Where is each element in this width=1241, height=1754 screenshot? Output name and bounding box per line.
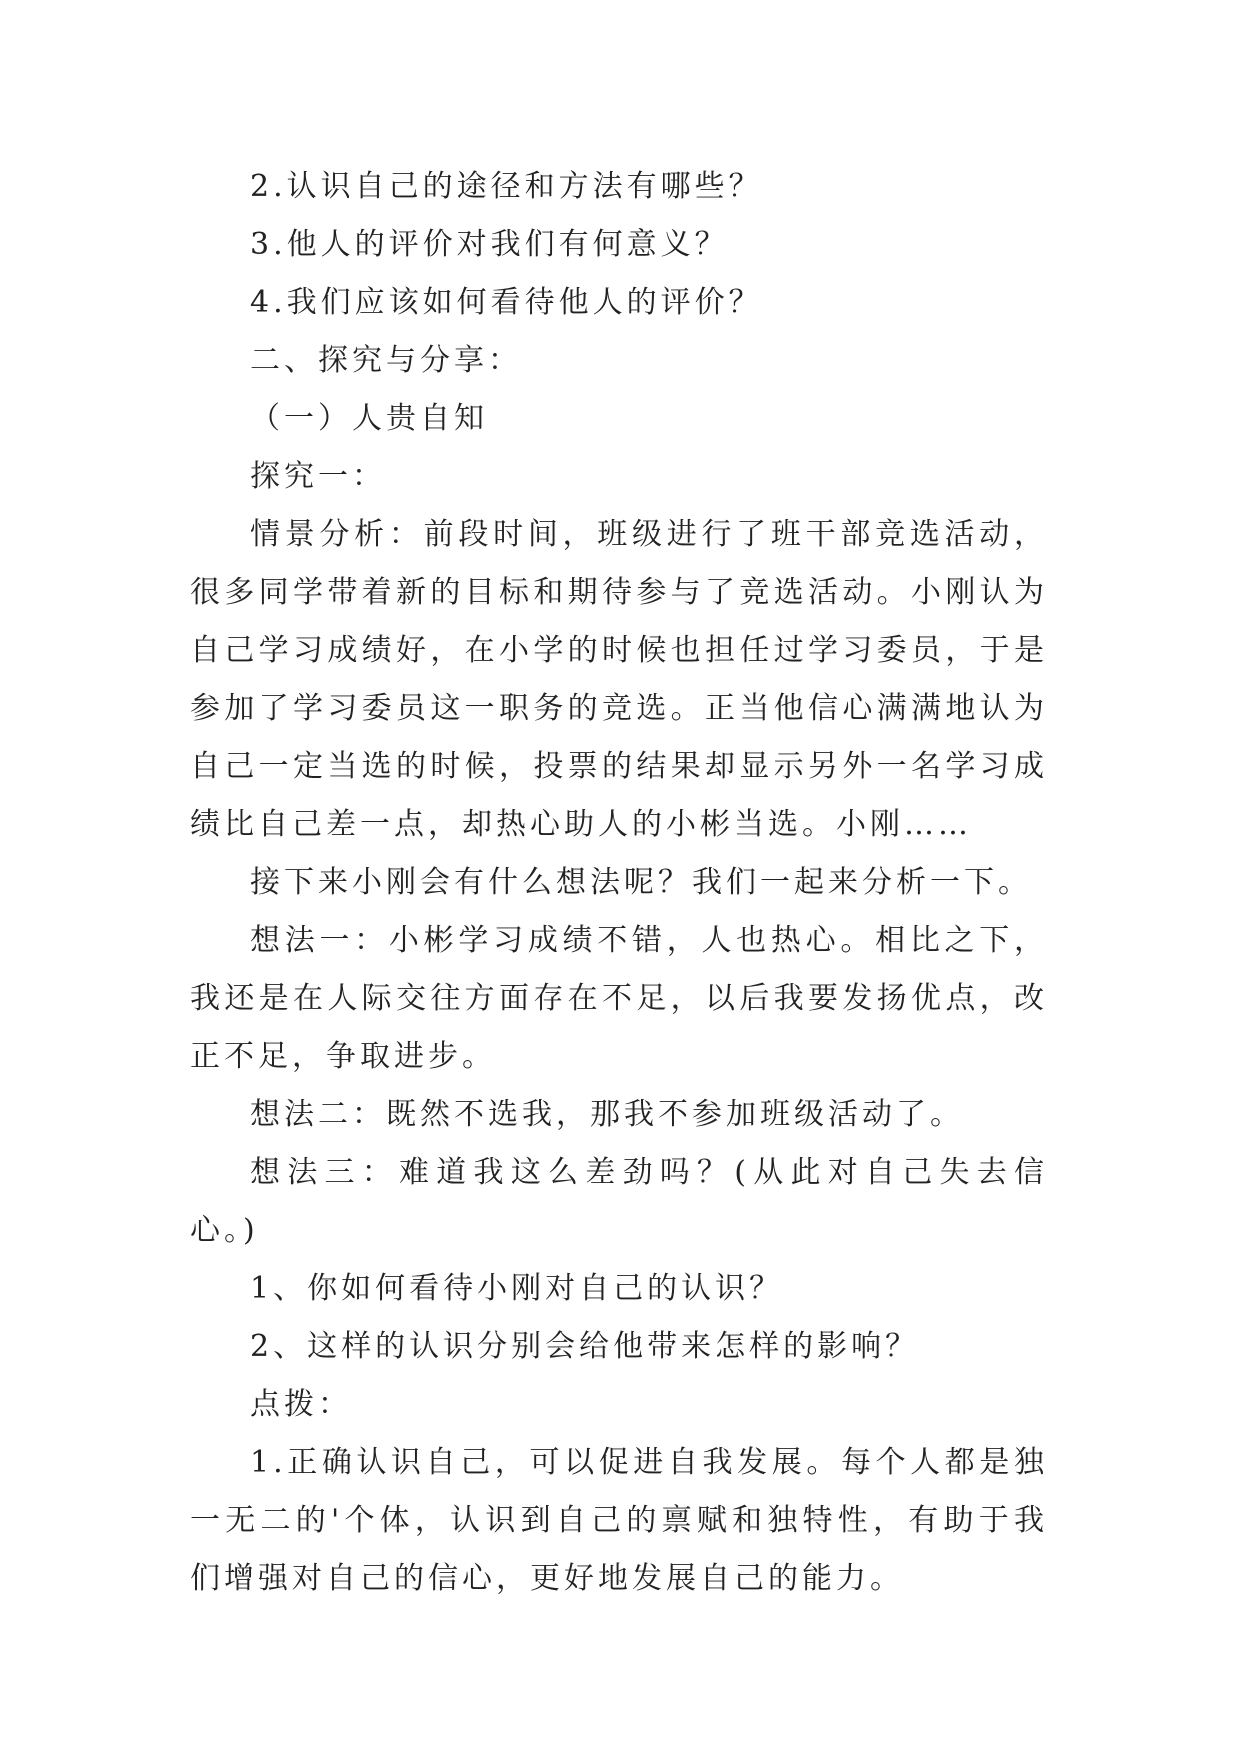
question-3: 3.他人的评价对我们有何意义？ [250,227,729,262]
subsection-heading: （一）人贵自知 [250,401,488,436]
question-4: 4.我们应该如何看待他人的评价？ [250,285,763,320]
idea-three: 想法三：难道我这么差劲吗？(从此对自己失去信心。) [190,1155,1048,1248]
document-body [190,158,1048,1608]
guidance-label: 点拨： [250,1387,352,1422]
inquiry-label: 探究一： [250,459,386,494]
discussion-question-1: 1、你如何看待小刚对自己的认识？ [250,1271,784,1306]
transition-paragraph: 接下来小刚会有什么想法呢？我们一起来分析一下。 [250,865,1032,900]
guidance-point-1: 1.正确认识自己，可以促进自我发展。每个人都是独一无二的'个体，认识到自己的禀赋和独特性，有助于我们增强对自己的信心，更好地发展自己的能力。 [190,1445,1048,1596]
idea-one: 想法一：小彬学习成绩不错，人也热心。相比之下，我还是在人际交往方面存在不足，以后我要发扬优点，改正不足，争取进步。 [190,923,1048,1074]
idea-two: 想法二：既然不选我，那我不参加班级活动了。 [250,1097,964,1132]
scenario-paragraph: 情景分析：前段时间，班级进行了班干部竞选活动，很多同学带着新的目标和期待参与了竞选活动。小刚认为自己学习成绩好，在小学的时候也担任过学习委员，于是参加了学习委员这一职务的竞选。正当他信心满满地认为自己一定当选的时候，投票的结果却显示另外一名学习成绩比自己差一点，却热心助人的小彬当选。小刚…… [190,517,1048,842]
question-2: 2.认识自己的途径和方法有哪些？ [250,169,763,204]
section-heading: 二、探究与分享： [250,343,522,378]
discussion-question-2: 2、这样的认识分别会给他带来怎样的影响？ [250,1329,920,1364]
